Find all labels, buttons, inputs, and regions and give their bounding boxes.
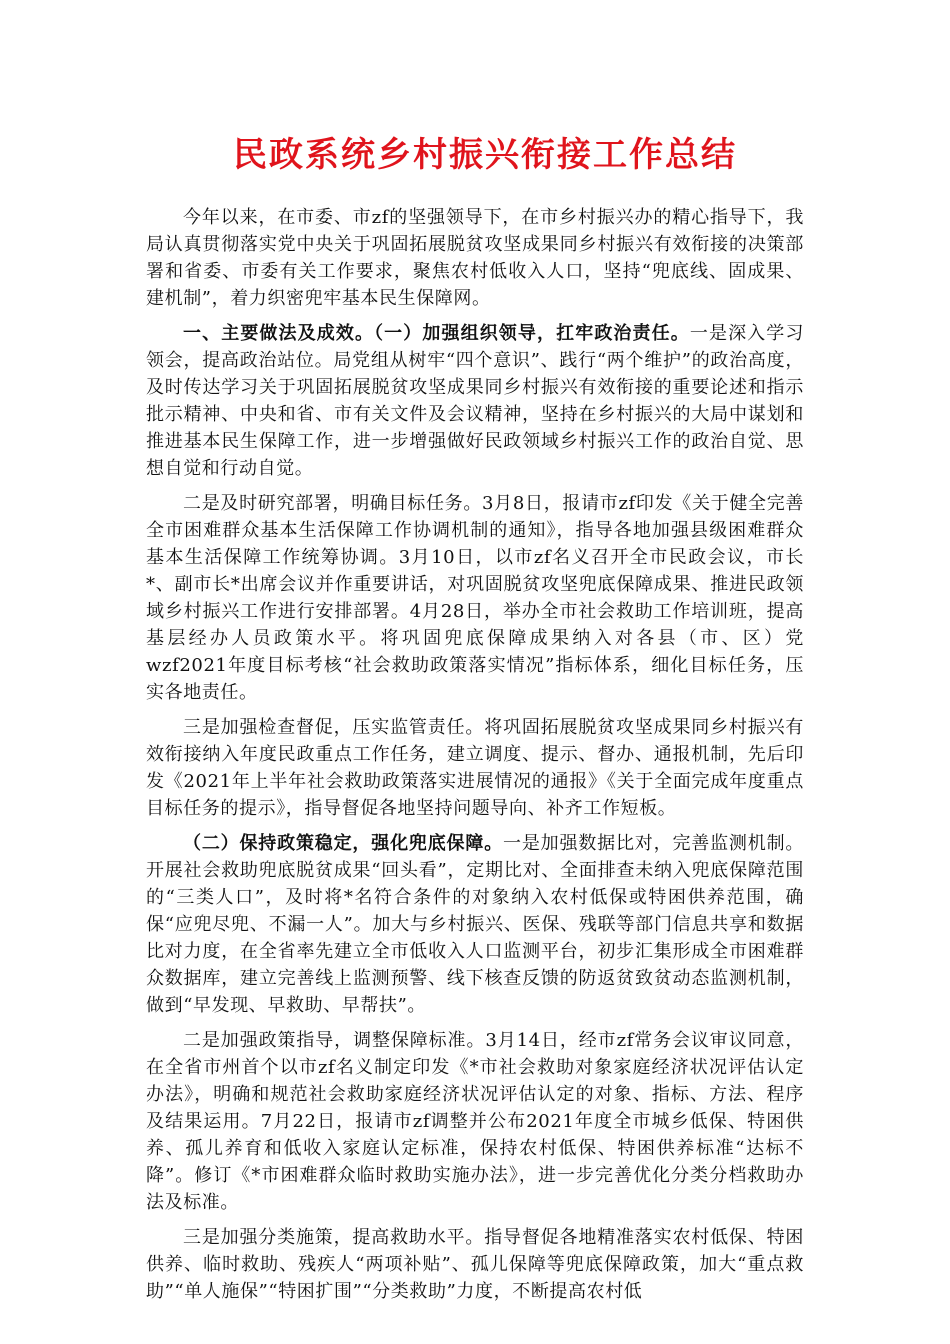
paragraph-inspection bbox=[146, 714, 804, 822]
section-heading: 一、主要做法及成效。（一）加强组织领导，扛牢政治责任。 bbox=[183, 323, 690, 344]
paragraph-text: 二是及时研究部署，明确目标任务。3月8日，报请市zf印发《关于健全完善全市困难群众基本生活保障工作协调机制的通知》，指导各地加强县级困难群众基本生活保障工作统筹协调。3月10日，以市zf名义召开全市民政会议，市长*、副市长*出席会议并作重要讲话，对巩固脱贫攻坚兜底保障成果、推进民政领域乡村振兴工作进行安排部署。4月28日，举办全市社会救助工作培训班，提高基层经办人员政策水平。将巩固兜底保障成果纳入对各县（市、区）党wzf2021年度目标考核“社会救助政策落实情况”指标体系，细化目标任务，压实各地责任。 bbox=[146, 493, 804, 703]
paragraph-research-deploy bbox=[146, 490, 804, 706]
paragraph-section-one bbox=[146, 320, 804, 482]
paragraph-text: 三是加强检查督促，压实监管责任。将巩固拓展脱贫攻坚成果同乡村振兴有效衔接纳入年度民政重点工作任务，建立调度、提示、督办、通报机制，先后印发《2021年上半年社会救助政策落实进展情况的通报》《关于全面完成年度重点目标任务的提示》，指导督促各地坚持问题导向、补齐工作短板。 bbox=[146, 717, 804, 819]
paragraph-intro bbox=[146, 204, 804, 312]
paragraph-text: 一是加强数据比对，完善监测机制。开展社会救助兜底脱贫成果“回头看”，定期比对、全面排查未纳入兜底保障范围的“三类人口”，及时将*名符合条件的对象纳入农村低保或特困供养范围，确保“应兜尽兜、不漏一人”。加大与乡村振兴、医保、残联等部门信息共享和数据比对力度，在全省率先建立全市低收入人口监测平台，初步汇集形成全市困难群众数据库，建立完善线上监测预警、线下核查反馈的防返贫致贫动态监测机制，做到“早发现、早救助、早帮扶”。 bbox=[146, 833, 804, 1016]
section-heading: （二）保持政策稳定，强化兜底保障。 bbox=[183, 833, 504, 854]
paragraph-classified-measures bbox=[146, 1224, 804, 1305]
paragraph-text: 今年以来，在市委、市zf的坚强领导下，在市乡村振兴办的精心指导下，我局认真贯彻落实党中央关于巩固拓展脱贫攻坚成果同乡村振兴有效衔接的决策部署和省委、市委有关工作要求，聚焦农村低收入人口，坚持“兜底线、固成果、建机制”，着力织密兜牢基本民生保障网。 bbox=[146, 207, 804, 309]
document-title: 民政系统乡村振兴衔接工作总结 bbox=[233, 135, 737, 175]
paragraph-text: 二是加强政策指导，调整保障标准。3月14日，经市zf常务会议审议同意，在全省市州首个以市zf名义制定印发《*市社会救助对象家庭经济状况评估认定办法》，明确和规范社会救助家庭经济状况评估认定的对象、指标、方法、程序及结果运用。7月22日，报请市zf调整并公布2021年度全市城乡低保、特困供养、孤儿养育和低收入家庭认定标准，保持农村低保、特困供养标准“达标不降”。修订《*市困难群众临时救助实施办法》，进一步完善优化分类分档救助办法及标准。 bbox=[146, 1030, 804, 1213]
paragraph-text: 一是深入学习领会，提高政治站位。局党组从树牢“四个意识”、践行“两个维护”的政治高度，及时传达学习关于巩固拓展脱贫攻坚成果同乡村振兴有效衔接的重要论述和指示批示精神、中央和省、市有关文件及会议精神，坚持在乡村振兴的大局中谋划和推进基本民生保障工作，进一步增强做好民政领域乡村振兴工作的政治自觉、思想自觉和行动自觉。 bbox=[146, 323, 804, 479]
paragraph-text: 三是加强分类施策，提高救助水平。指导督促各地精准落实农村低保、特困供养、临时救助、残疾人“两项补贴”、孤儿保障等兜底保障政策，加大“重点救助”“单人施保”“特困扩围”“分类救助”力度，不断提高农村低 bbox=[146, 1227, 804, 1302]
paragraph-policy-guidance bbox=[146, 1027, 804, 1216]
paragraph-section-two bbox=[146, 830, 804, 1019]
